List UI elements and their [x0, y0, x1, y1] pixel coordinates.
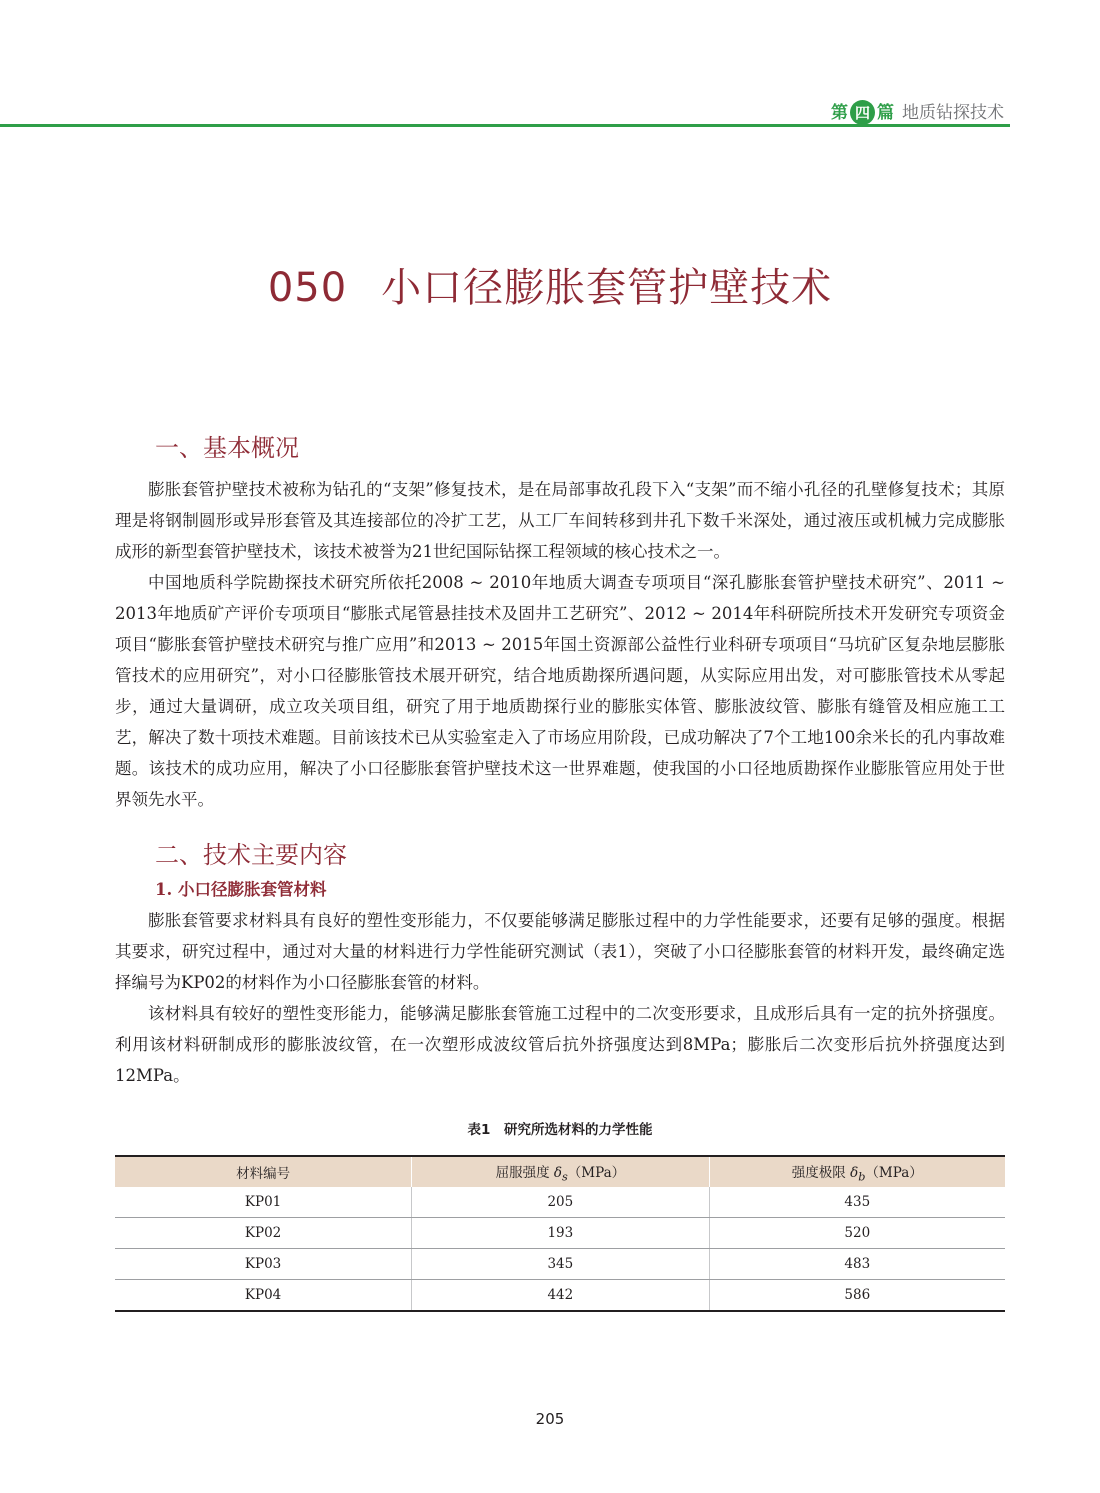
- paragraph: 膨胀套管护壁技术被称为钻孔的“支架”修复技术，是在局部事故孔段下入“支架”而不缩小孔径的孔壁修复技术；其原理是将钢制圆形或异形套管及其连接部位的冷扩工艺，从工厂车间转移到井孔下数千米深处，通过液压或机械力完成膨胀成形的新型套管护壁技术，该技术被誉为21世纪国际钻探工程领域的核心技术之一。: [115, 480, 1005, 561]
- header-yield-strength: 屈服强度 $\delta_s(MPa)$: [412, 1156, 709, 1187]
- cell-ultimate-strength: 520: [709, 1218, 1005, 1249]
- cell-material-id: KP02: [115, 1218, 412, 1249]
- part-label: [831, 100, 1004, 125]
- cell-ultimate-strength: 435: [709, 1187, 1005, 1218]
- cell-ultimate-strength: 483: [709, 1249, 1005, 1280]
- cell-ultimate-strength: 586: [844, 1287, 871, 1303]
- cell-yield-strength: 345: [412, 1249, 709, 1280]
- subsection-heading: 1. 小口径膨胀套管材料: [155, 880, 327, 899]
- page-header: [0, 0, 1100, 130]
- chapter-title: [0, 260, 1100, 316]
- header-material-id: 材料编号: [115, 1156, 412, 1187]
- table-caption: 表1 研究所选材料的力学性能: [467, 1122, 653, 1138]
- cell-material-id: KP01: [115, 1187, 412, 1218]
- header-rule: [0, 124, 1010, 127]
- paragraph: 该材料具有较好的塑性变形能力，能够满足膨胀套管施工过程中的二次变形要求，且成形后具有一定的抗外挤强度。利用该材料研制成形的膨胀波纹管，在一次塑形成波纹管后抗外挤强度达到8MPa；膨胀后二次变形后抗外挤强度达到12MPa。: [115, 1004, 1005, 1085]
- table-row: [115, 1249, 1005, 1280]
- paragraph: 膨胀套管要求材料具有良好的塑性变形能力，不仅要能够满足膨胀过程中的力学性能要求，还要有足够的强度。根据其要求，研究过程中，通过对大量的材料进行力学性能研究测试（表1），突破了小口径膨胀套管的材料开发，最终确定选择编号为KP02的材料作为小口径膨胀套管的材料。: [115, 911, 1005, 992]
- header-ultimate-strength: 强度极限 $\delta_b(MPa)$: [709, 1156, 1005, 1187]
- material-properties-table: [115, 1155, 1005, 1312]
- cell-material-id: KP03: [115, 1249, 412, 1280]
- cell-yield-strength: 442: [412, 1280, 709, 1312]
- cell-material-id: KP04: [115, 1280, 412, 1312]
- cell-yield-strength: 193: [412, 1218, 709, 1249]
- part-prefix: 第: [831, 102, 848, 123]
- table-header-row: [115, 1156, 1005, 1187]
- section-heading-main-content: 二、技术主要内容: [155, 841, 347, 869]
- chapter-title-text: 小口径膨胀套管护壁技术: [381, 265, 833, 311]
- main-content: [115, 428, 1005, 1312]
- chapter-number: 050: [267, 265, 348, 311]
- paragraph: 中国地质科学院勘探技术研究所依托2008 ~ 2010年地质大调查专项项目“深孔膨胀套管护壁技术研究”、2011 ~ 2013年地质矿产评价专项项目“膨胀式尾管悬挂技术及固井工艺研究”、2012 ~ 2014年科研院所技术开发研究专项资金项目“膨胀套管护壁技术研究与推广应用”和2013 ~ 2015年国土资源部公益性行业科研专项项目“马坑矿区复杂地层膨胀管技术的应用研究”，对小口径膨胀管技术展开研究，结合地质勘探所遇问题，从实际应用出发，对可膨胀管技术从零起步，通过大量调研，成立攻关项目组，研究了用于地质勘探行业的膨胀实体管、膨胀波纹管、膨胀有缝管及相应施工工艺，解决了数十项技术难题。目前该技术已从实验室走入了市场应用阶段，已成功解决了7个工地100余米长的孔内事故难题。该技术的成功应用，解决了小口径膨胀套管护壁技术这一世界难题，使我国的小口径地质勘探作业膨胀管应用处于世界领先水平。: [115, 573, 1005, 809]
- table-row: [115, 1218, 1005, 1249]
- part-topic: 地质钻探技术: [902, 102, 1004, 123]
- part-number-badge: 四: [850, 100, 875, 125]
- cell-yield-strength: 205: [412, 1187, 709, 1218]
- part-suffix: 篇: [877, 102, 894, 123]
- section-heading-overview: 一、基本概况: [155, 434, 299, 462]
- table-row: [115, 1280, 1005, 1312]
- table-row: [115, 1187, 1005, 1218]
- page-number: 205: [535, 1410, 565, 1428]
